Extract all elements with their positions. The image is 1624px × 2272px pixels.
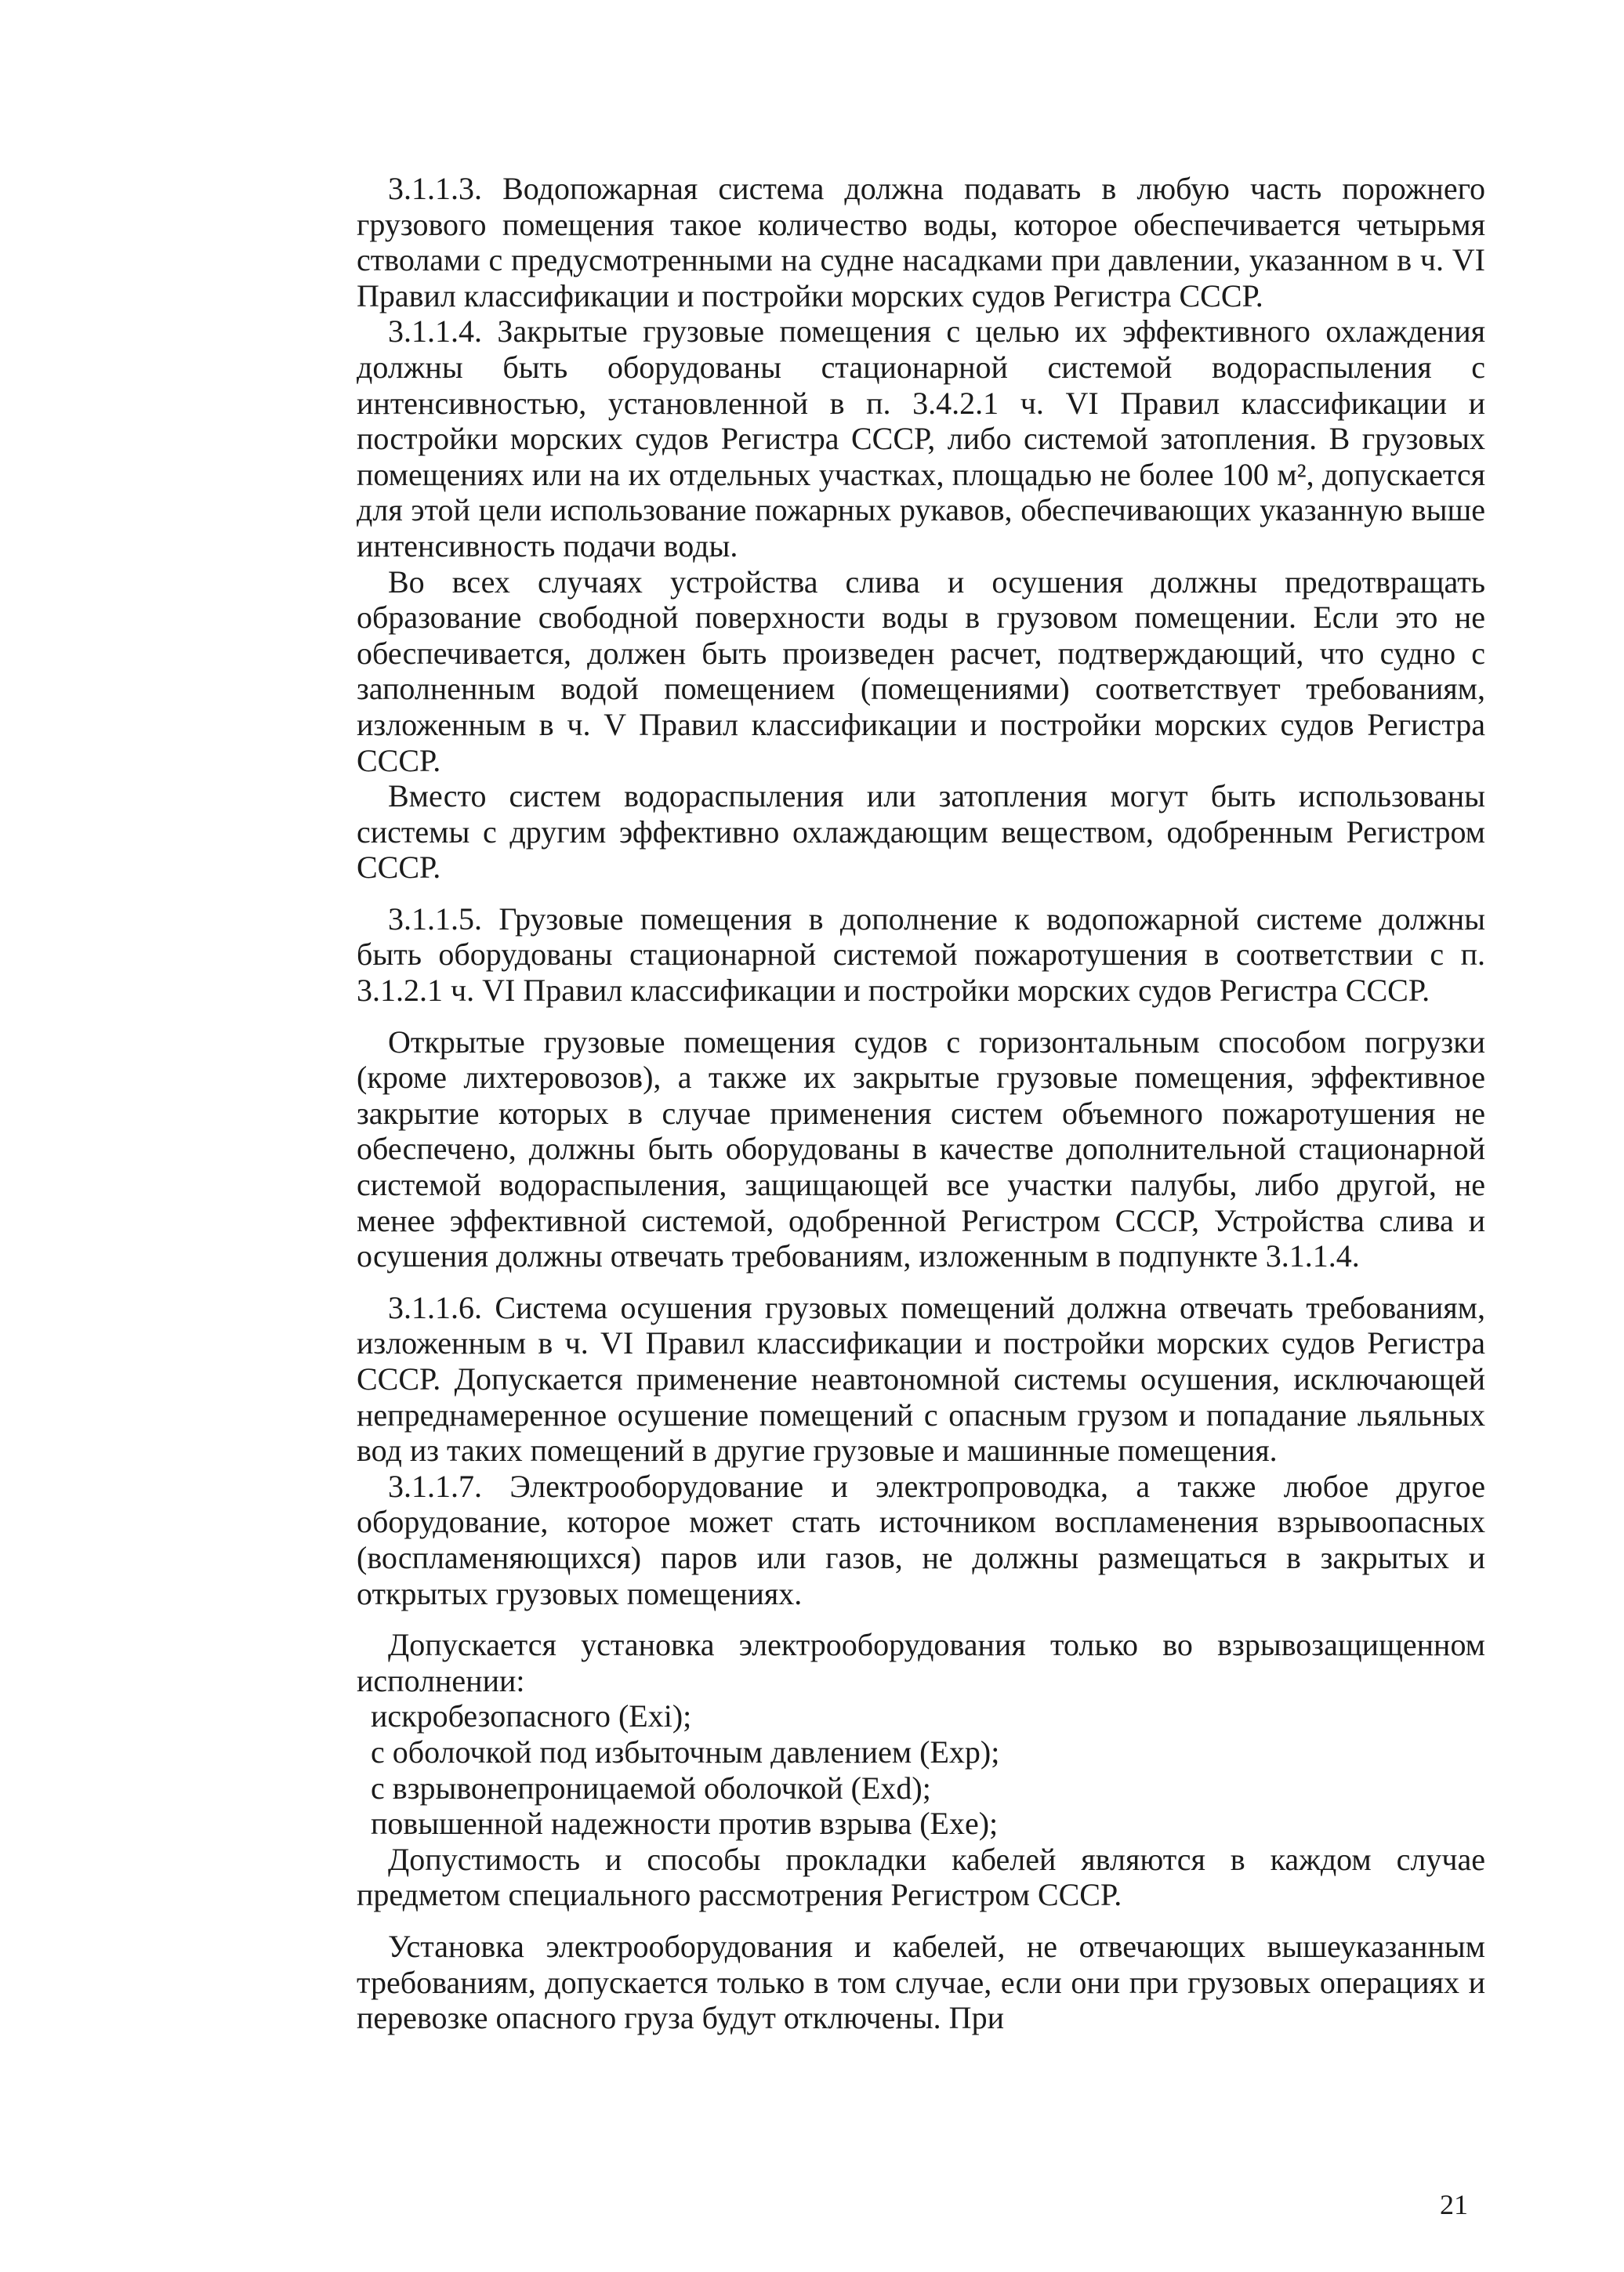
paragraph-alternative-systems: Вместо систем водораспыления или затопления могут быть использованы системы с другим эффективно охлаждающим веществом, одобренным Регистром СССР. (357, 778, 1485, 886)
paragraph-3-1-1-7: 3.1.1.7. Электрооборудование и электропроводка, а также любое другое оборудование, которое может стать источником воспламенения взрывоопасных (воспламеняющихся) паров или газов, не должны размещаться в закрытых и открытых грузовых помещениях. (357, 1468, 1485, 1611)
paragraph-drainage: Во всех случаях устройства слива и осушения должны предотвращать образование свободной поверхности воды в грузовом помещении. Если это не обеспечивается, должен быть произведен расчет, подтверждающий, что судно с заполненным водой помещением (помещениями) соответствует требованиям, изложенным в ч. V Правил классификации и постройки морских судов Регистра СССР. (357, 563, 1485, 778)
paragraph-explosion-proof-intro: Допускается установка электрооборудования только во взрывозащищенном исполнении: (357, 1627, 1485, 1698)
list-item: с оболочкой под избыточным давлением (Exp); (371, 1734, 1000, 1770)
list-item: с взрывонепроницаемой оболочкой (Exd); (371, 1770, 931, 1806)
paragraph-3-1-1-3: 3.1.1.3. Водопожарная система должна подавать в любую часть порожнего грузового помещения такое количество воды, которое обеспечивается четырьмя стволами с предусмотренными на судне насадками при давлении, указанном в ч. VI Правил классификации и постройки морских судов Регистра СССР. (357, 171, 1485, 313)
paragraph-3-1-1-5: 3.1.1.5. Грузовые помещения в дополнение к водопожарной системе должны быть оборудованы стационарной системой пожаротушения в соответствии с п. 3.1.2.1 ч. VI Правил классификации и постройки морских судов Регистра СССР. (357, 900, 1485, 1009)
paragraph-3-1-1-4: 3.1.1.4. Закрытые грузовые помещения с целью их эффективного охлаждения должны быть оборудованы стационарной системой водораспыления с интенсивностью, установленной в п. 3.4.2.1 ч. VI Правил классификации и постройки морских судов Регистра СССР, либо системой затопления. В грузовых помещениях или на их отдельных участках, площадью не более 100 м², допускается для этой цели использование пожарных рукавов, обеспечивающих указанную выше интенсивность подачи воды. (357, 313, 1485, 563)
paragraph-cable-laying: Допустимость и способы прокладки кабелей являются в каждом случае предметом специального рассмотрения Регистром СССР. (357, 1841, 1485, 1913)
list-item: искробезопасного (Exi); (371, 1698, 692, 1734)
page-number: 21 (1440, 2189, 1468, 2220)
paragraph-open-cargo-spaces: Открытые грузовые помещения судов с горизонтальным способом погрузки (кроме лихтеровозов), а также их закрытые грузовые помещения, эффективное закрытие которых в случае применения систем объемного пожаротушения не обеспечено, должны быть оборудованы в качестве дополнительной стационарной системой водораспыления, защищающей все участки палубы, либо другой, не менее эффективной системой, одобренной Регистром СССР, Устройства слива и осушения должны отвечать требованиям, изложенным в подпункте 3.1.1.4. (357, 1024, 1485, 1274)
document-body (357, 171, 1485, 2036)
paragraph-equipment-installation: Установка электрооборудования и кабелей, не отвечающих вышеуказанным требованиям, допускается только в том случае, если они при грузовых операциях и перевозке опасного груза будут отключены. При (357, 1928, 1485, 2036)
paragraph-3-1-1-6: 3.1.1.6. Система осушения грузовых помещений должна отвечать требованиям, изложенным в ч. VI Правил классификации и постройки морских судов Регистра СССР. Допускается применение неавтономной системы осушения, исключающей непреднамеренное осушение помещений с опасным грузом и попадание льяльных вод из таких помещений в другие грузовые и машинные помещения. (357, 1289, 1485, 1469)
list-item: повышенной надежности против взрыва (Exe); (371, 1806, 999, 1842)
